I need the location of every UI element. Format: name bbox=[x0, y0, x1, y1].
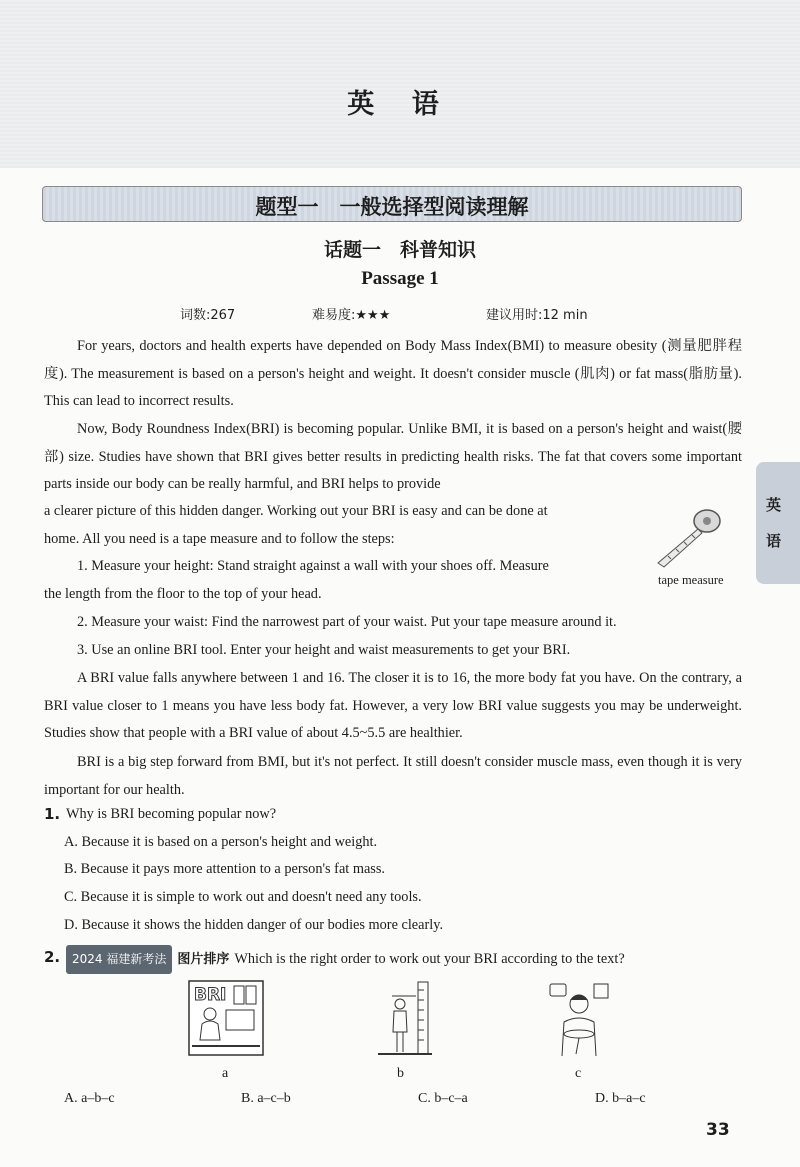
picture-a-online-bri-tool bbox=[188, 980, 264, 1060]
question-1-option-d: D. Because it shows the hidden danger of our bodies more clearly. bbox=[64, 917, 444, 933]
question-1-text: Why is BRI becoming popular now? bbox=[66, 806, 277, 822]
question-1-option-b: B. Because it pays more attention to a person's fat mass. bbox=[64, 861, 386, 877]
difficulty-stars: ★★★ bbox=[355, 308, 391, 323]
suggested-time: 建议用时:12 min bbox=[486, 308, 588, 323]
paragraph-1: For years, doctors and health experts have depended on Body Mass Index(BMI) to measure obesity (测量肥胖程度). The measurement is based on a person's height and weight. It doesn't consider muscle (肌肉) or fat mass(脂肪量). This can lead to incorrect results. bbox=[44, 338, 742, 410]
picture-b-measure-height bbox=[374, 980, 434, 1058]
question-2-line bbox=[66, 945, 625, 974]
question-1-number: 1. bbox=[44, 805, 61, 823]
question-1-option-a: A. Because it is based on a person's height and weight. bbox=[64, 834, 378, 850]
subject-title: 英 语 bbox=[347, 89, 453, 120]
topic-title: 话题一 科普知识 bbox=[323, 239, 476, 261]
paragraph-4: BRI is a big step forward from BMI, but it's not perfect. It still doesn't consider muscle mass, even though it is very important for our health. bbox=[44, 754, 742, 798]
section-title: 题型一 一般选择型阅读理解 bbox=[255, 195, 529, 219]
paragraph-2: Now, Body Roundness Index(BRI) is becoming popular. Unlike BMI, it is based on a person's height and waist(腰部) size. Studies have shown that BRI gives better results in predicting health risks. The fat that covers some important parts inside our body can be really harmful, and BRI helps to provide bbox=[44, 421, 742, 493]
question-2-text: Which is the right order to work out your BRI according to the text? bbox=[234, 951, 625, 967]
step-1: 1. Measure your height: Stand straight against a wall with your shoes off. Measure bbox=[77, 558, 549, 574]
question-type-tag: 图片排序 bbox=[177, 952, 230, 967]
tape-measure-caption: tape measure bbox=[658, 573, 724, 587]
paragraph-2-line4: a clearer picture of this hidden danger. Working out your BRI is easy and can be done at bbox=[44, 503, 548, 519]
paragraph-2-line5: home. All you need is a tape measure and to follow the steps: bbox=[44, 531, 395, 547]
picture-label-b: b bbox=[397, 1066, 404, 1081]
page-number: 33 bbox=[706, 1120, 730, 1140]
question-2-option-d: D. b–a–c bbox=[595, 1091, 646, 1106]
difficulty-label: 难易度: bbox=[312, 308, 356, 323]
tape-measure-image bbox=[652, 505, 724, 569]
picture-label-c: c bbox=[575, 1066, 582, 1081]
svg-text:BRI: BRI bbox=[194, 985, 227, 1005]
question-1-option-c: C. Because it is simple to work out and doesn't need any tools. bbox=[64, 889, 422, 905]
picture-label-a: a bbox=[222, 1066, 229, 1081]
step-1-cont: the length from the floor to the top of your head. bbox=[44, 586, 322, 602]
paragraph-3: A BRI value falls anywhere between 1 and 16. The closer it is to 16, the more body fat you have. On the contrary, a BRI value closer to 1 means you have less body fat. However, a very low BRI value suggests you may be underweight. Studies show that people with a BRI value of about 4.5~5.5 are healthier. bbox=[44, 670, 742, 742]
step-3: 3. Use an online BRI tool. Enter your height and waist measurements to get your BRI. bbox=[77, 642, 571, 658]
section-bar bbox=[42, 186, 742, 222]
question-2-option-a: A. a–b–c bbox=[64, 1091, 115, 1106]
question-2-number: 2. bbox=[44, 948, 61, 966]
passage-title: Passage 1 bbox=[361, 268, 439, 289]
step-2: 2. Measure your waist: Find the narrowest part of your waist. Put your tape measure around it. bbox=[77, 614, 617, 630]
word-count: 词数:267 bbox=[180, 308, 236, 323]
side-tab-char-2: 语 bbox=[766, 532, 782, 550]
question-2-option-c: C. b–c–a bbox=[418, 1091, 468, 1106]
question-2-option-b: B. a–c–b bbox=[241, 1091, 291, 1106]
picture-c-measure-waist bbox=[546, 980, 612, 1060]
side-tab bbox=[756, 462, 800, 584]
side-tab-char-1: 英 bbox=[766, 496, 782, 514]
difficulty bbox=[312, 304, 390, 323]
exam-badge: 2024 福建新考法 bbox=[66, 945, 172, 974]
